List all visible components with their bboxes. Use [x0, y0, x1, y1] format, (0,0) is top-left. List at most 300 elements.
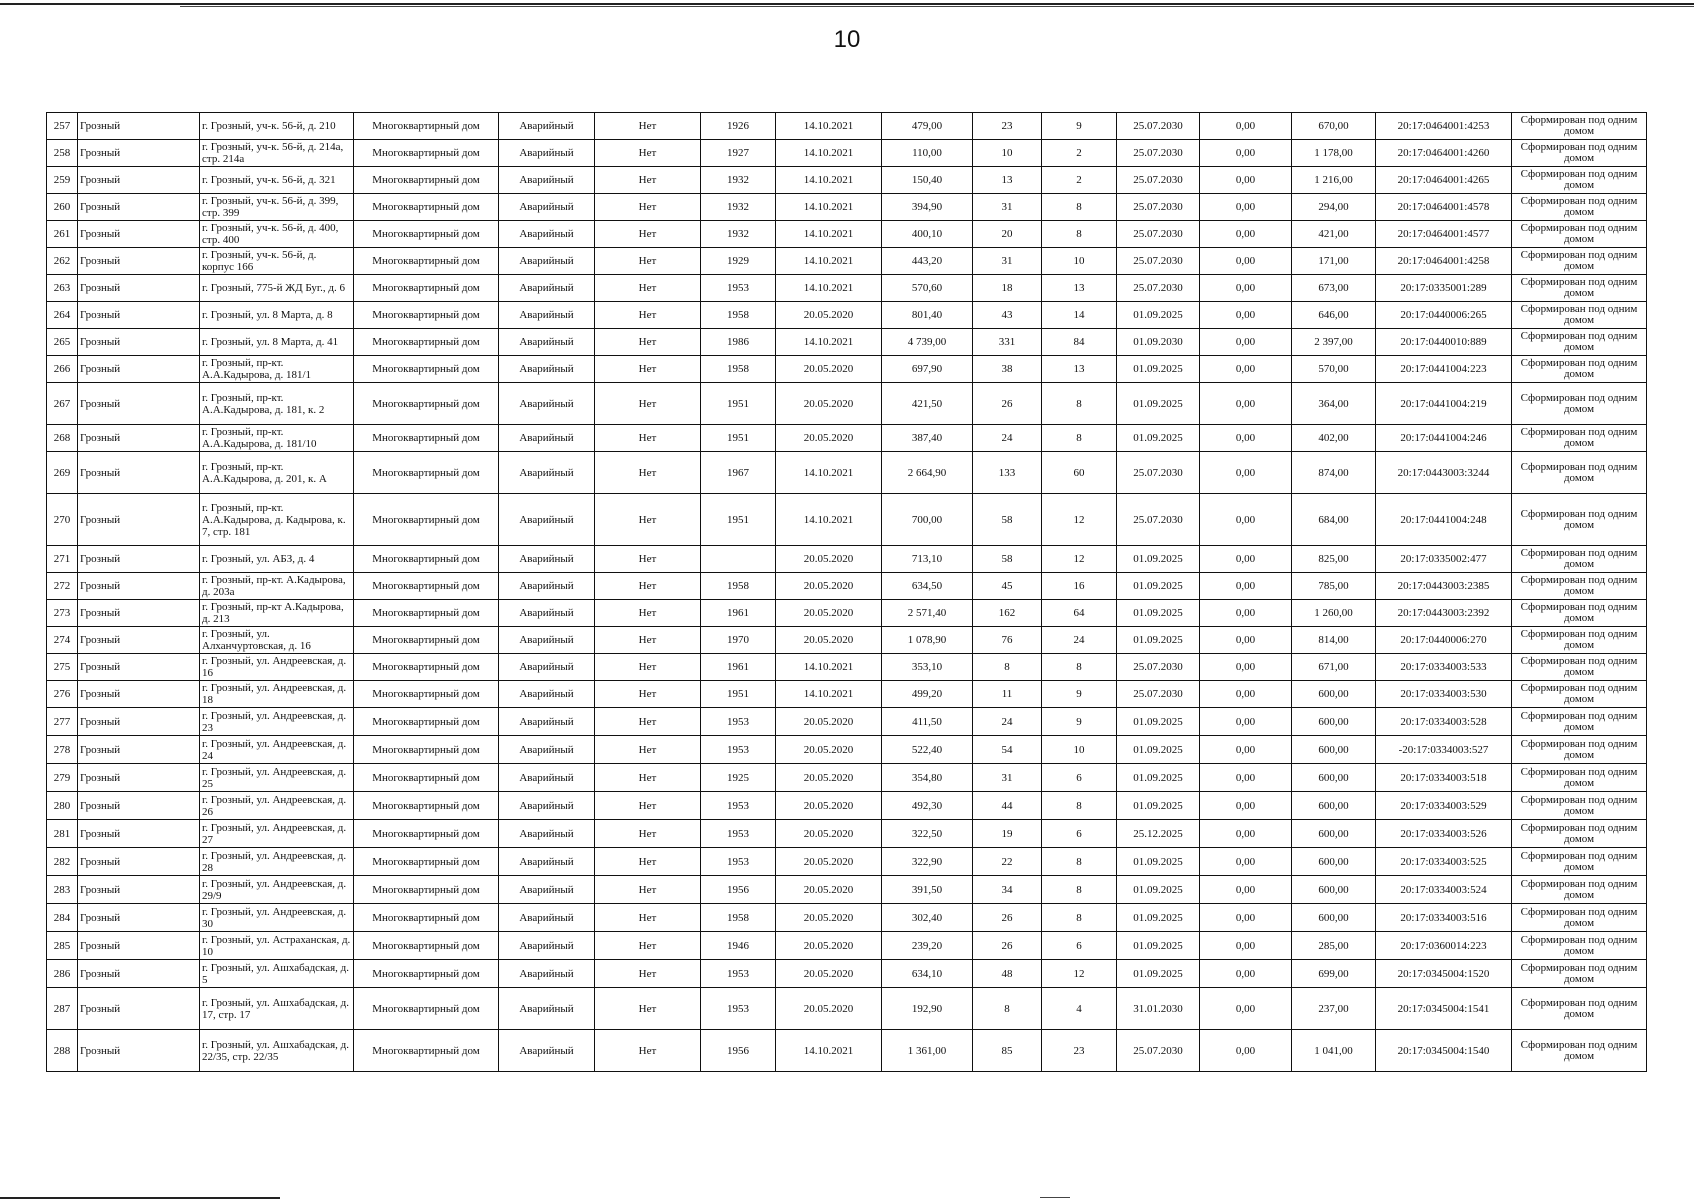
condition-status-cell: Аварийный [499, 1030, 595, 1072]
address-cell: г. Грозный, уч-к. 56-й, д. 214а, стр. 214а [200, 140, 354, 167]
residents-count-cell: 31 [973, 194, 1042, 221]
city-cell: Грозный [78, 248, 200, 275]
amount-cell: 0,00 [1200, 494, 1292, 546]
families-count-cell: 60 [1042, 452, 1117, 494]
recognition-date-cell: 14.10.2021 [776, 194, 882, 221]
families-count-cell: 6 [1042, 820, 1117, 848]
condition-status-cell: Аварийный [499, 876, 595, 904]
cadastral-number-cell: 20:17:0334003:524 [1376, 876, 1512, 904]
city-cell: Грозный [78, 329, 200, 356]
land-plot-note-cell: Сформирован под одним домом [1512, 848, 1647, 876]
construction-year-cell: 1953 [701, 988, 776, 1030]
recognition-date-cell: 20.05.2020 [776, 904, 882, 932]
amount-cell: 0,00 [1200, 848, 1292, 876]
amount-cell: 0,00 [1200, 904, 1292, 932]
cadastral-number-cell: 20:17:0335001:289 [1376, 275, 1512, 302]
condition-status-cell: Аварийный [499, 425, 595, 452]
address-cell: г. Грозный, ул. Ашхабадская, д. 5 [200, 960, 354, 988]
flag-cell: Нет [595, 988, 701, 1030]
cadastral-number-cell: 20:17:0464001:4258 [1376, 248, 1512, 275]
cadastral-number-cell: 20:17:0334003:525 [1376, 848, 1512, 876]
table-row [47, 792, 1647, 820]
recognition-date-cell: 14.10.2021 [776, 221, 882, 248]
building-type-cell: Многоквартирный дом [354, 452, 499, 494]
land-plot-note-cell: Сформирован под одним домом [1512, 932, 1647, 960]
planned-date-cell: 01.09.2025 [1117, 302, 1200, 329]
table-row [47, 654, 1647, 681]
building-type-cell: Многоквартирный дом [354, 627, 499, 654]
recognition-date-cell: 14.10.2021 [776, 452, 882, 494]
recognition-date-cell: 20.05.2020 [776, 792, 882, 820]
table-row [47, 904, 1647, 932]
city-cell: Грозный [78, 708, 200, 736]
recognition-date-cell: 20.05.2020 [776, 848, 882, 876]
families-count-cell: 8 [1042, 383, 1117, 425]
planned-date-cell: 01.09.2030 [1117, 329, 1200, 356]
residents-count-cell: 34 [973, 876, 1042, 904]
building-type-cell: Многоквартирный дом [354, 600, 499, 627]
land-plot-note-cell: Сформирован под одним домом [1512, 654, 1647, 681]
residents-count-cell: 58 [973, 494, 1042, 546]
flag-cell: Нет [595, 736, 701, 764]
flag-cell: Нет [595, 627, 701, 654]
condition-status-cell: Аварийный [499, 221, 595, 248]
recognition-date-cell: 14.10.2021 [776, 275, 882, 302]
address-cell: г. Грозный, пр-кт. А.А.Кадырова, д. 181, к. 2 [200, 383, 354, 425]
city-cell: Грозный [78, 736, 200, 764]
construction-year-cell: 1953 [701, 848, 776, 876]
area-cell: 634,50 [882, 573, 973, 600]
land-plot-note-cell: Сформирован под одним домом [1512, 140, 1647, 167]
condition-status-cell: Аварийный [499, 708, 595, 736]
condition-status-cell: Аварийный [499, 932, 595, 960]
planned-date-cell: 01.09.2025 [1117, 876, 1200, 904]
building-type-cell: Многоквартирный дом [354, 960, 499, 988]
condition-status-cell: Аварийный [499, 546, 595, 573]
planned-date-cell: 01.09.2025 [1117, 425, 1200, 452]
city-cell: Грозный [78, 988, 200, 1030]
flag-cell: Нет [595, 681, 701, 708]
building-type-cell: Многоквартирный дом [354, 848, 499, 876]
cadastral-number-cell: 20:17:0334003:529 [1376, 792, 1512, 820]
amount-cell: 0,00 [1200, 302, 1292, 329]
land-plot-note-cell: Сформирован под одним домом [1512, 792, 1647, 820]
table-row [47, 681, 1647, 708]
land-plot-note-cell: Сформирован под одним домом [1512, 708, 1647, 736]
residents-count-cell: 10 [973, 140, 1042, 167]
residents-count-cell: 20 [973, 221, 1042, 248]
flag-cell: Нет [595, 329, 701, 356]
cadastral-number-cell: 20:17:0360014:223 [1376, 932, 1512, 960]
building-type-cell: Многоквартирный дом [354, 573, 499, 600]
bottom-border-line [0, 1197, 280, 1199]
row-number-cell: 262 [47, 248, 78, 275]
cadastral-number-cell: 20:17:0464001:4577 [1376, 221, 1512, 248]
residents-count-cell: 48 [973, 960, 1042, 988]
city-cell: Грозный [78, 356, 200, 383]
address-cell: г. Грозный, пр-кт. А.А.Кадырова, д. Кадырова, к. 7, стр. 181 [200, 494, 354, 546]
recognition-date-cell: 20.05.2020 [776, 573, 882, 600]
planned-date-cell: 01.09.2025 [1117, 600, 1200, 627]
building-type-cell: Многоквартирный дом [354, 1030, 499, 1072]
land-area-cell: 600,00 [1292, 764, 1376, 792]
amount-cell: 0,00 [1200, 383, 1292, 425]
table-row [47, 425, 1647, 452]
area-cell: 110,00 [882, 140, 973, 167]
recognition-date-cell: 14.10.2021 [776, 140, 882, 167]
building-type-cell: Многоквартирный дом [354, 356, 499, 383]
construction-year-cell: 1925 [701, 764, 776, 792]
planned-date-cell: 25.07.2030 [1117, 681, 1200, 708]
residents-count-cell: 58 [973, 546, 1042, 573]
construction-year-cell: 1958 [701, 904, 776, 932]
residents-count-cell: 38 [973, 356, 1042, 383]
residents-count-cell: 26 [973, 904, 1042, 932]
construction-year-cell: 1951 [701, 383, 776, 425]
flag-cell: Нет [595, 764, 701, 792]
row-number-cell: 268 [47, 425, 78, 452]
residents-count-cell: 44 [973, 792, 1042, 820]
flag-cell: Нет [595, 876, 701, 904]
planned-date-cell: 25.07.2030 [1117, 140, 1200, 167]
building-type-cell: Многоквартирный дом [354, 248, 499, 275]
land-plot-note-cell: Сформирован под одним домом [1512, 383, 1647, 425]
land-plot-note-cell: Сформирован под одним домом [1512, 275, 1647, 302]
planned-date-cell: 01.09.2025 [1117, 904, 1200, 932]
recognition-date-cell: 20.05.2020 [776, 383, 882, 425]
land-area-cell: 600,00 [1292, 848, 1376, 876]
planned-date-cell: 01.09.2025 [1117, 848, 1200, 876]
row-number-cell: 266 [47, 356, 78, 383]
residents-count-cell: 8 [973, 654, 1042, 681]
table-row [47, 140, 1647, 167]
planned-date-cell: 01.09.2025 [1117, 546, 1200, 573]
city-cell: Грозный [78, 194, 200, 221]
land-plot-note-cell: Сформирован под одним домом [1512, 452, 1647, 494]
flag-cell: Нет [595, 194, 701, 221]
row-number-cell: 281 [47, 820, 78, 848]
condition-status-cell: Аварийный [499, 248, 595, 275]
table-row [47, 820, 1647, 848]
construction-year-cell: 1953 [701, 708, 776, 736]
residents-count-cell: 19 [973, 820, 1042, 848]
area-cell: 411,50 [882, 708, 973, 736]
amount-cell: 0,00 [1200, 627, 1292, 654]
address-cell: г. Грозный, ул. Ашхабадская, д. 17, стр. 17 [200, 988, 354, 1030]
families-count-cell: 9 [1042, 708, 1117, 736]
table-row [47, 383, 1647, 425]
families-count-cell: 8 [1042, 654, 1117, 681]
area-cell: 322,50 [882, 820, 973, 848]
area-cell: 570,60 [882, 275, 973, 302]
city-cell: Грозный [78, 167, 200, 194]
area-cell: 322,90 [882, 848, 973, 876]
land-plot-note-cell: Сформирован под одним домом [1512, 573, 1647, 600]
residents-count-cell: 45 [973, 573, 1042, 600]
land-area-cell: 814,00 [1292, 627, 1376, 654]
planned-date-cell: 01.09.2025 [1117, 627, 1200, 654]
recognition-date-cell: 20.05.2020 [776, 736, 882, 764]
amount-cell: 0,00 [1200, 546, 1292, 573]
building-type-cell: Многоквартирный дом [354, 194, 499, 221]
cadastral-number-cell: 20:17:0334003:526 [1376, 820, 1512, 848]
construction-year-cell: 1958 [701, 356, 776, 383]
construction-year-cell: 1953 [701, 275, 776, 302]
amount-cell: 0,00 [1200, 932, 1292, 960]
building-type-cell: Многоквартирный дом [354, 820, 499, 848]
cadastral-number-cell: 20:17:0334003:518 [1376, 764, 1512, 792]
city-cell: Грозный [78, 764, 200, 792]
recognition-date-cell: 20.05.2020 [776, 302, 882, 329]
row-number-cell: 270 [47, 494, 78, 546]
residents-count-cell: 22 [973, 848, 1042, 876]
land-area-cell: 171,00 [1292, 248, 1376, 275]
residents-count-cell: 133 [973, 452, 1042, 494]
families-count-cell: 8 [1042, 194, 1117, 221]
table-row [47, 302, 1647, 329]
address-cell: г. Грозный, ул. Андреевская, д. 30 [200, 904, 354, 932]
land-plot-note-cell: Сформирован под одним домом [1512, 764, 1647, 792]
land-plot-note-cell: Сформирован под одним домом [1512, 988, 1647, 1030]
table-row [47, 494, 1647, 546]
construction-year-cell: 1953 [701, 792, 776, 820]
amount-cell: 0,00 [1200, 452, 1292, 494]
recognition-date-cell: 14.10.2021 [776, 329, 882, 356]
city-cell: Грозный [78, 876, 200, 904]
condition-status-cell: Аварийный [499, 627, 595, 654]
flag-cell: Нет [595, 904, 701, 932]
planned-date-cell: 25.07.2030 [1117, 452, 1200, 494]
city-cell: Грозный [78, 425, 200, 452]
land-area-cell: 600,00 [1292, 904, 1376, 932]
building-type-cell: Многоквартирный дом [354, 764, 499, 792]
recognition-date-cell: 20.05.2020 [776, 600, 882, 627]
address-cell: г. Грозный, ул. Андреевская, д. 26 [200, 792, 354, 820]
building-type-cell: Многоквартирный дом [354, 167, 499, 194]
table-row [47, 932, 1647, 960]
land-area-cell: 285,00 [1292, 932, 1376, 960]
row-number-cell: 260 [47, 194, 78, 221]
residents-count-cell: 31 [973, 764, 1042, 792]
area-cell: 150,40 [882, 167, 973, 194]
planned-date-cell: 01.09.2025 [1117, 573, 1200, 600]
address-cell: г. Грозный, ул. Астраханская, д. 10 [200, 932, 354, 960]
row-number-cell: 272 [47, 573, 78, 600]
residents-count-cell: 11 [973, 681, 1042, 708]
amount-cell: 0,00 [1200, 736, 1292, 764]
recognition-date-cell: 20.05.2020 [776, 356, 882, 383]
recognition-date-cell: 14.10.2021 [776, 1030, 882, 1072]
land-plot-note-cell: Сформирован под одним домом [1512, 329, 1647, 356]
construction-year-cell: 1926 [701, 113, 776, 140]
building-type-cell: Многоквартирный дом [354, 140, 499, 167]
amount-cell: 0,00 [1200, 876, 1292, 904]
condition-status-cell: Аварийный [499, 960, 595, 988]
families-count-cell: 8 [1042, 792, 1117, 820]
table-row [47, 600, 1647, 627]
recognition-date-cell: 20.05.2020 [776, 960, 882, 988]
recognition-date-cell: 14.10.2021 [776, 113, 882, 140]
flag-cell: Нет [595, 573, 701, 600]
land-area-cell: 2 397,00 [1292, 329, 1376, 356]
land-area-cell: 402,00 [1292, 425, 1376, 452]
condition-status-cell: Аварийный [499, 302, 595, 329]
table-row [47, 876, 1647, 904]
address-cell: г. Грозный, ул. АБЗ, д. 4 [200, 546, 354, 573]
cadastral-number-cell: 20:17:0334003:528 [1376, 708, 1512, 736]
area-cell: 1 361,00 [882, 1030, 973, 1072]
building-type-cell: Многоквартирный дом [354, 275, 499, 302]
land-area-cell: 600,00 [1292, 681, 1376, 708]
recognition-date-cell: 14.10.2021 [776, 654, 882, 681]
land-area-cell: 671,00 [1292, 654, 1376, 681]
flag-cell: Нет [595, 356, 701, 383]
city-cell: Грозный [78, 221, 200, 248]
table-row [47, 248, 1647, 275]
area-cell: 353,10 [882, 654, 973, 681]
address-cell: г. Грозный, ул. Андреевская, д. 29/9 [200, 876, 354, 904]
land-area-cell: 600,00 [1292, 736, 1376, 764]
construction-year-cell: 1961 [701, 654, 776, 681]
land-area-cell: 1 260,00 [1292, 600, 1376, 627]
row-number-cell: 259 [47, 167, 78, 194]
flag-cell: Нет [595, 820, 701, 848]
land-area-cell: 673,00 [1292, 275, 1376, 302]
residents-count-cell: 331 [973, 329, 1042, 356]
residents-count-cell: 85 [973, 1030, 1042, 1072]
land-area-cell: 1 216,00 [1292, 167, 1376, 194]
flag-cell: Нет [595, 452, 701, 494]
land-area-cell: 699,00 [1292, 960, 1376, 988]
families-count-cell: 10 [1042, 248, 1117, 275]
city-cell: Грозный [78, 302, 200, 329]
table-row [47, 113, 1647, 140]
planned-date-cell: 01.09.2025 [1117, 356, 1200, 383]
land-area-cell: 600,00 [1292, 792, 1376, 820]
residents-count-cell: 31 [973, 248, 1042, 275]
table-row [47, 627, 1647, 654]
planned-date-cell: 31.01.2030 [1117, 988, 1200, 1030]
families-count-cell: 16 [1042, 573, 1117, 600]
planned-date-cell: 01.09.2025 [1117, 960, 1200, 988]
building-type-cell: Многоквартирный дом [354, 736, 499, 764]
cadastral-number-cell: 20:17:0440010:889 [1376, 329, 1512, 356]
condition-status-cell: Аварийный [499, 140, 595, 167]
land-plot-note-cell: Сформирован под одним домом [1512, 820, 1647, 848]
residents-count-cell: 26 [973, 383, 1042, 425]
amount-cell: 0,00 [1200, 356, 1292, 383]
residents-count-cell: 76 [973, 627, 1042, 654]
cadastral-number-cell: 20:17:0464001:4253 [1376, 113, 1512, 140]
flag-cell: Нет [595, 546, 701, 573]
area-cell: 697,90 [882, 356, 973, 383]
families-count-cell: 9 [1042, 681, 1117, 708]
condition-status-cell: Аварийный [499, 848, 595, 876]
table-row [47, 221, 1647, 248]
cadastral-number-cell: 20:17:0335002:477 [1376, 546, 1512, 573]
condition-status-cell: Аварийный [499, 988, 595, 1030]
table-row [47, 848, 1647, 876]
condition-status-cell: Аварийный [499, 600, 595, 627]
building-type-cell: Многоквартирный дом [354, 876, 499, 904]
area-cell: 492,30 [882, 792, 973, 820]
amount-cell: 0,00 [1200, 764, 1292, 792]
planned-date-cell: 01.09.2025 [1117, 932, 1200, 960]
land-area-cell: 1 041,00 [1292, 1030, 1376, 1072]
recognition-date-cell: 20.05.2020 [776, 546, 882, 573]
families-count-cell: 8 [1042, 904, 1117, 932]
address-cell: г. Грозный, пр-кт. А.Кадырова, д. 203а [200, 573, 354, 600]
flag-cell: Нет [595, 302, 701, 329]
condition-status-cell: Аварийный [499, 654, 595, 681]
table-row [47, 329, 1647, 356]
families-count-cell: 12 [1042, 494, 1117, 546]
table-row [47, 960, 1647, 988]
area-cell: 801,40 [882, 302, 973, 329]
table-row [47, 452, 1647, 494]
address-cell: г. Грозный, уч-к. 56-й, д. 321 [200, 167, 354, 194]
top-border-line-secondary [180, 6, 1694, 7]
residents-count-cell: 43 [973, 302, 1042, 329]
land-plot-note-cell: Сформирован под одним домом [1512, 960, 1647, 988]
table-row [47, 988, 1647, 1030]
row-number-cell: 283 [47, 876, 78, 904]
area-cell: 394,90 [882, 194, 973, 221]
construction-year-cell: 1953 [701, 736, 776, 764]
recognition-date-cell: 14.10.2021 [776, 494, 882, 546]
amount-cell: 0,00 [1200, 681, 1292, 708]
residents-count-cell: 23 [973, 113, 1042, 140]
building-type-cell: Многоквартирный дом [354, 425, 499, 452]
cadastral-number-cell: 20:17:0440006:270 [1376, 627, 1512, 654]
cadastral-number-cell: 20:17:0440006:265 [1376, 302, 1512, 329]
row-number-cell: 285 [47, 932, 78, 960]
flag-cell: Нет [595, 140, 701, 167]
row-number-cell: 271 [47, 546, 78, 573]
area-cell: 421,50 [882, 383, 973, 425]
flag-cell: Нет [595, 494, 701, 546]
cadastral-number-cell: 20:17:0334003:516 [1376, 904, 1512, 932]
building-type-cell: Многоквартирный дом [354, 494, 499, 546]
address-cell: г. Грозный, ул. 8 Марта, д. 41 [200, 329, 354, 356]
residents-count-cell: 8 [973, 988, 1042, 1030]
recognition-date-cell: 20.05.2020 [776, 627, 882, 654]
cadastral-number-cell: 20:17:0464001:4265 [1376, 167, 1512, 194]
residents-count-cell: 18 [973, 275, 1042, 302]
row-number-cell: 282 [47, 848, 78, 876]
area-cell: 387,40 [882, 425, 973, 452]
land-plot-note-cell: Сформирован под одним домом [1512, 546, 1647, 573]
building-type-cell: Многоквартирный дом [354, 792, 499, 820]
flag-cell: Нет [595, 932, 701, 960]
families-count-cell: 64 [1042, 600, 1117, 627]
construction-year-cell: 1946 [701, 932, 776, 960]
land-area-cell: 684,00 [1292, 494, 1376, 546]
row-number-cell: 277 [47, 708, 78, 736]
land-plot-note-cell: Сформирован под одним домом [1512, 600, 1647, 627]
building-type-cell: Многоквартирный дом [354, 221, 499, 248]
address-cell: г. Грозный, уч-к. 56-й, д. 210 [200, 113, 354, 140]
city-cell: Грозный [78, 546, 200, 573]
condition-status-cell: Аварийный [499, 356, 595, 383]
construction-year-cell: 1956 [701, 1030, 776, 1072]
planned-date-cell: 25.07.2030 [1117, 221, 1200, 248]
land-area-cell: 825,00 [1292, 546, 1376, 573]
land-area-cell: 1 178,00 [1292, 140, 1376, 167]
construction-year-cell: 1953 [701, 960, 776, 988]
amount-cell: 0,00 [1200, 792, 1292, 820]
table-row [47, 275, 1647, 302]
